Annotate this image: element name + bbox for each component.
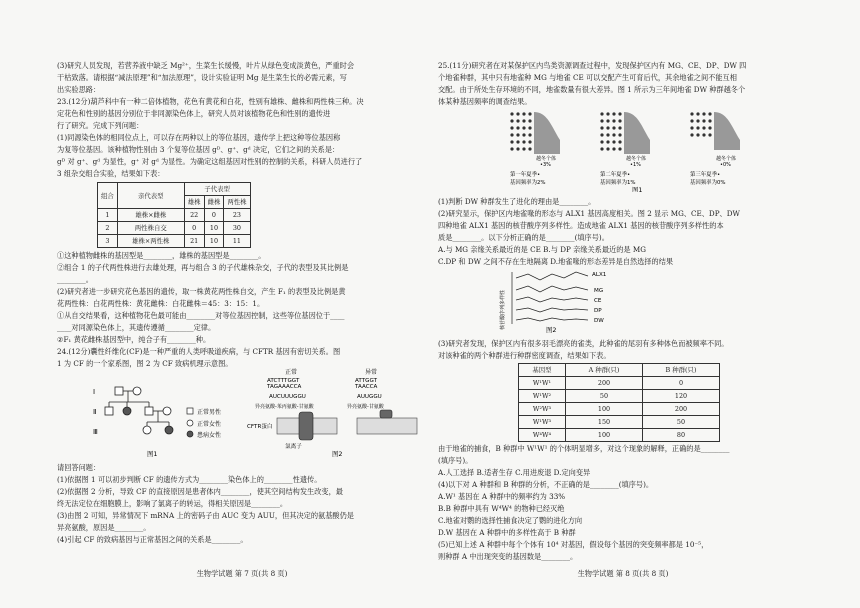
- legend-affected-icon: [187, 431, 193, 437]
- mrna-strand: AUCUUUGGU: [269, 394, 306, 400]
- year-panel: [690, 112, 740, 186]
- table-cell: W¹W²: [519, 390, 566, 403]
- table-cell: W¹W³: [519, 416, 566, 429]
- right-lines-4: [438, 443, 808, 563]
- dw-line: [516, 318, 588, 321]
- table-cell: 50: [643, 416, 720, 429]
- table-row: [519, 429, 720, 442]
- affected-female-symbol: [165, 426, 173, 434]
- table-cell: 200: [566, 377, 643, 390]
- dna-strand: ATCTTTGGT: [267, 378, 300, 384]
- text-line: 请回答问题：: [57, 463, 101, 472]
- text-line: (2)研究显示，保护区内地雀喙的形态与 ALX1 基因高度相关。图 2 显示 MG、CE、DP、DW: [438, 209, 740, 218]
- line-label: CE: [594, 298, 602, 304]
- table-subheader: 雌株: [204, 196, 224, 209]
- text-line: 定花色和性别的基因分别位于非同源染色体上，研究人员对该植物花色和性别的遗传进: [57, 109, 331, 118]
- table-cell: 200: [643, 403, 720, 416]
- mrna-strand: AUUGGU: [357, 394, 382, 400]
- text-line: 3 组杂交组合实验，结果如下表：: [57, 169, 165, 178]
- table-row: [98, 222, 251, 235]
- text-line: 终无法定位在细胞膜上，影响了氯离子的转运，得相关原因是________。: [57, 499, 288, 508]
- table-cell: 100: [566, 403, 643, 416]
- table-cell: 22: [184, 209, 204, 222]
- female-symbol: [143, 426, 151, 434]
- membrane-normal: [277, 412, 337, 440]
- population-figure: [438, 108, 808, 192]
- text-line: ①这种植物雌株的基因型是________，雄株的基因型是________。: [57, 251, 266, 260]
- table-cell: 0: [204, 209, 224, 222]
- normal-label: 正常: [285, 369, 298, 376]
- text-line: (2)依据图 2 分析，导致 CF 的直接原因是患者体内________，使其空间结构发生改变，最: [57, 487, 343, 496]
- winter-label: 越冬个体: [536, 156, 557, 162]
- left-lines-2: [57, 250, 427, 370]
- legend-label: 患病女性: [197, 432, 222, 439]
- generation-label: Ⅰ: [93, 388, 96, 396]
- text-line: 对该种雀的两个种群进行种群密度调查，结果如下表。: [438, 351, 611, 360]
- table-row: [519, 390, 720, 403]
- question-25-title: 25.(11分)研究者在对某保护区内鸟类资源调查过程中，发现保护区内有 MG、CE、DP、DW 四: [438, 61, 747, 70]
- winter-pct: •1%: [630, 162, 641, 168]
- text-line: C.地雀对鹦的选择性捕食决定了鹦的进化方向: [438, 516, 583, 525]
- table-cell: 23: [224, 209, 250, 222]
- freq-label: 基因频率为2%: [510, 180, 546, 186]
- male-symbol: [115, 387, 123, 395]
- text-line: 花两性株：白花两性株：黄花雌株：白花雌株＝45：3：15：1。: [57, 299, 265, 308]
- left-lines-3: [57, 462, 427, 546]
- generation-label: Ⅱ: [93, 408, 97, 416]
- female-symbol: [133, 387, 141, 395]
- winter-pct: •3%: [540, 162, 551, 168]
- right-page: [438, 60, 808, 580]
- text-line: 则种群 A 中出现突变的基因数是________。: [438, 552, 578, 561]
- question-23-title: 23.(12分)葫芦科中有一种二倍体植物，花色有黄花和白花，性别有雄株、雌株和两性株三种。决: [57, 97, 364, 106]
- text-line: 由于地雀的捕食，B 种群中 W¹W¹ 的个体明显增多，对这个现象的解释，正确的是________: [438, 444, 730, 453]
- table-row: [519, 416, 720, 429]
- text-line: (2)研究者进一步研究花色基因的遗传，取一株黄花两性株自交，产生 F₁ 的表型及比例是黄: [57, 287, 346, 296]
- winter-pct: •0%: [720, 162, 731, 168]
- table-subheader: 两性株: [224, 196, 250, 209]
- text-line: 个地雀种群，其中只有地雀种 MG 与地雀 CE 可以交配产生可育后代，其余地雀之间不能互相: [438, 73, 737, 82]
- female-symbol: [163, 407, 171, 415]
- male-symbol: [105, 407, 113, 415]
- table-cell: 30: [224, 222, 250, 235]
- legend-male-icon: [187, 408, 193, 414]
- mg-line: [516, 286, 588, 292]
- text-line: gᴰ 对 g⁺、gᵈ 为显性，g⁺ 对 gᵈ 为显性。为确定这组基因对性别的控制的关系，科研人员进行了: [57, 157, 363, 166]
- text-line: 1 为 CF 的一个家系图，图 2 为 CF 致病机理示意图。: [57, 359, 233, 368]
- amino-acid-chain: 异亮氨酸-苯丙氨酸-甘氨酸: [255, 404, 314, 410]
- table-cell: 11: [224, 235, 250, 248]
- left-page: [57, 60, 427, 580]
- alx1-line: [516, 272, 588, 280]
- legend-label: 正常女性: [197, 421, 222, 428]
- year-label: 第三年夏季•: [690, 172, 721, 178]
- dna-strand: ATTGGT: [355, 378, 378, 384]
- table-cell: 1: [98, 209, 118, 222]
- genotype-table: [518, 363, 720, 442]
- page-footer: 生物学试题 第 7 页(共 8 页): [196, 569, 288, 578]
- text-line: (1)判断 DW 种群发生了进化的理由是________。: [438, 197, 596, 206]
- text-line: D.W 基因在 A 种群中的多样性高于 B 种群: [438, 528, 576, 537]
- table-cell: 雄株×雌株: [117, 209, 184, 222]
- generation-label: Ⅲ: [93, 428, 98, 436]
- text-line: ____对同源染色体上，其遗传遵循________定律。: [57, 323, 216, 332]
- text-line: ①从自交结果看，这种植物花色最可能由________对等位基因控制，这些等位基因位于____: [57, 311, 345, 320]
- table-row: [98, 235, 251, 248]
- table-cell: W²W³: [519, 403, 566, 416]
- ion-label: 氯离子: [285, 444, 302, 450]
- winter-label: 越冬个体: [716, 156, 737, 162]
- line-label: ALX1: [592, 272, 607, 278]
- table-row: [519, 403, 720, 416]
- table-cell: 2: [98, 222, 118, 235]
- legend-female-icon: [187, 420, 193, 426]
- amino-acid-chain: 异亮氨酸-甘氨酸: [347, 404, 384, 410]
- text-line: A.人工选择 B.适者生存 C.用进废退 D.定向变异: [438, 468, 591, 477]
- dna-strand: TAACCA: [355, 384, 378, 390]
- text-line: 交配。由于所处生存环境的不同，地雀数量有很大差异。图 1 所示为三年间地雀 DW 种群越冬个: [438, 85, 746, 94]
- dna-strand: TAGAAACCA: [267, 384, 302, 390]
- membrane-abnormal: [357, 410, 417, 434]
- affected-female-symbol: [123, 407, 131, 415]
- table-cell: 3: [98, 235, 118, 248]
- text-line: ②组合 1 的子代两性株进行去雄处理，再与组合 3 的子代雄株杂交，子代的表型及其比例是: [57, 263, 349, 272]
- page-footer: 生物学试题 第 8 页(共 8 页): [577, 569, 669, 578]
- table-header: 组合: [98, 183, 118, 209]
- table-cell: 0: [643, 377, 720, 390]
- text-line: (4)引起 CF 的致病基因与正常基因之间的关系是________。: [57, 535, 248, 544]
- text-line: (填序号)。: [438, 456, 473, 465]
- ce-line: [516, 297, 588, 302]
- table-cell: 80: [643, 429, 720, 442]
- text-line: (5)已知上述 A 种群中每个个体有 10⁴ 对基因，假设每个基因的突变频率都是 10⁻⁵，: [438, 540, 709, 549]
- table-cell: W¹W¹: [519, 377, 566, 390]
- text-line: B.B 种群中具有 W⁴W⁴ 的物种已经灭绝: [438, 504, 565, 513]
- year-label: 第一年夏季•: [510, 172, 541, 178]
- freq-label: 基因频率为1%: [600, 180, 636, 186]
- text-line: (3)由图 2 可知，异常情况下 mRNA 上的密码子由 AUC 变为 AUU，但其决定的氨基酸仍是: [57, 511, 354, 520]
- text-line: (4)以下对 A 种群和 B 种群的分析，不正确的是________(填序号)。: [438, 480, 654, 489]
- line-label: DP: [594, 308, 602, 314]
- mechanism-figure: [247, 366, 422, 458]
- dp-line: [516, 308, 588, 312]
- line-label: MG: [594, 288, 604, 294]
- legend-label: 正常男性: [197, 409, 222, 416]
- table-row: [98, 209, 251, 222]
- text-line: ②F₁ 黄花雌株基因型中，纯合子有________种。: [57, 335, 211, 344]
- table-cell: 21: [184, 235, 204, 248]
- right-lines-3: [438, 338, 808, 362]
- year-panel: [510, 112, 560, 186]
- text-line: C.DP 和 DW 之间不存在生地隔离 D.地雀喙的形态差异是自然选择的结果: [438, 257, 674, 266]
- table-cell: 120: [643, 390, 720, 403]
- text-line: 四种地雀 ALX1 基因的核苷酸序列多样性。造成地雀 ALX1 基因的核苷酸序列多样性的本: [438, 221, 724, 230]
- figures-row: [57, 370, 427, 462]
- figure-caption: 图1: [147, 450, 158, 458]
- text-line: (1)依据图 1 可以初步判断 CF 的遗传方式为________染色体上的________性遗传。: [57, 475, 322, 484]
- table-cell: 0: [184, 222, 204, 235]
- text-line: 出实验思路：: [57, 85, 101, 94]
- abnormal-label: 异常: [365, 369, 378, 376]
- figure-caption: 图2: [546, 326, 557, 334]
- table-cell: 50: [566, 390, 643, 403]
- sequence-diversity-figure: [438, 268, 808, 334]
- winter-label: 越冬个体: [626, 156, 647, 162]
- text-line: 质是________。以下分析正确的是________(填序号)。: [438, 233, 609, 242]
- table-header: 子代表型: [184, 183, 250, 196]
- figure-caption: 图2: [332, 450, 343, 458]
- table-header: A 种群(只): [566, 364, 643, 377]
- text-line: (3)研究者发现，保护区内有很多羽毛漂亮的雀类，此种雀的尾羽有多种体色而被频率不同。: [438, 339, 729, 348]
- table-subheader: 雄株: [184, 196, 204, 209]
- table-row: [519, 377, 720, 390]
- text-line: (1)同源染色体的相同位点上，可以存在两种以上的等位基因，遗传学上把这种等位基因称: [57, 133, 341, 142]
- protein-label: CFTR蛋白: [247, 424, 273, 430]
- freq-label: 基因频率为0%: [690, 180, 726, 186]
- table-cell: 10: [204, 222, 224, 235]
- year-panel: [600, 112, 650, 192]
- figure-caption: 图1: [632, 186, 643, 192]
- line-label: DW: [594, 318, 604, 324]
- table-header: 亲代表型: [117, 183, 184, 209]
- text-line: A.W¹ 基因在 A 种群中的频率约为 33%: [438, 492, 566, 501]
- question-24-title: 24.(12分)囊性纤维化(CF)是一种严重的人类呼吸道疾病，与 CFTR 基因有密切关系。图: [57, 347, 341, 356]
- table-cell: 雄株×两性株: [117, 235, 184, 248]
- y-axis-label: 核苷酸序列多样性: [500, 289, 506, 330]
- pedigree-figure: [87, 370, 247, 462]
- text-line: 行了研究。完成下列问题：: [57, 121, 144, 130]
- cross-table: [97, 182, 251, 248]
- text-line: (3)研究人员发现，若营养液中缺乏 Mg²⁺，生菜生长缓慢，叶片从绿色变成淡黄色，严重时会: [57, 61, 355, 70]
- table-cell: 150: [566, 416, 643, 429]
- male-symbol: [145, 407, 153, 415]
- right-lines-1: [438, 60, 808, 108]
- table-cell: 100: [566, 429, 643, 442]
- year-label: 第二年夏季•: [600, 172, 631, 178]
- table-cell: 10: [204, 235, 224, 248]
- text-line: 异亮氨酸，原因是________。: [57, 523, 151, 532]
- text-line: ________。: [57, 275, 93, 284]
- table-cell: 两性株自交: [117, 222, 184, 235]
- right-lines-2: [438, 196, 808, 268]
- text-line: 干枯致落。请根据“减法原理”和“加法原理”，设计实验证明 Mg 是生菜生长的必需元素，写: [57, 73, 347, 82]
- table-header: B 种群(只): [643, 364, 720, 377]
- left-lines-1: [57, 60, 427, 180]
- table-header: 基因型: [519, 364, 566, 377]
- text-line: 体某种基因频率的调查结果。: [438, 97, 532, 106]
- text-line: 为复等位基因。该种植物性别由 3 个复等位基因 gᴰ、g⁺、gᵈ 决定，它们之间的关系是：: [57, 145, 340, 154]
- table-cell: W⁴W⁴: [519, 429, 566, 442]
- text-line: A.与 MG 亲缘关系最近的是 CE B.与 DP 亲缘关系最近的是 MG: [438, 245, 646, 254]
